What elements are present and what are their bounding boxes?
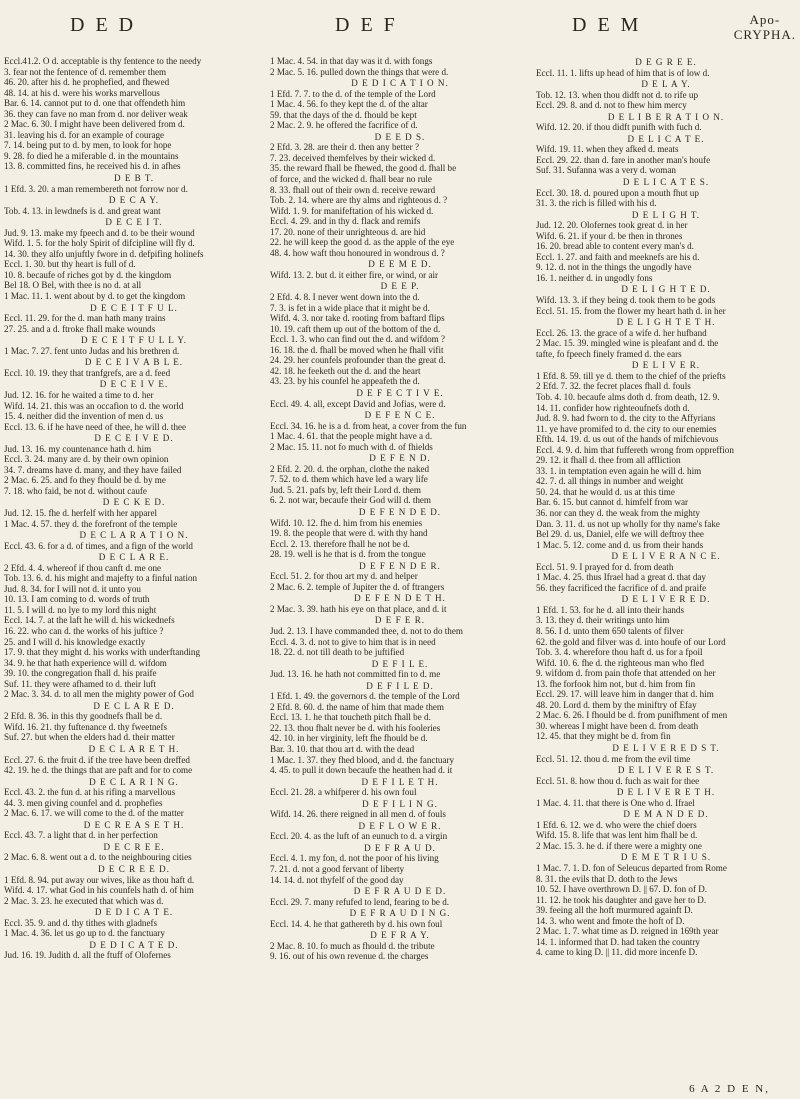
entry-line: 9. 12. d. not in the things the ungodly have [536, 262, 692, 273]
headword: D E F I L I N G. [362, 798, 438, 809]
entry-line: Eccl. 11. 29. for the d. man hath many trains [4, 313, 166, 324]
headword: D E C R E A S E T H. [83, 819, 185, 830]
headword: D E C K E D. [102, 497, 166, 508]
headword: D E C E I V E D. [94, 433, 174, 444]
headword: D E L I V E R E D. [621, 594, 711, 605]
entry-line: Bel 18. O Bel, with thee is no d. at all [4, 280, 142, 291]
headword: D E F E N D. [369, 453, 431, 464]
entry-line: 24. 29. her counfels profounder than the great d. [270, 355, 446, 366]
headword: D E G R E E. [635, 57, 697, 67]
entry-line: Eccl. 21. 28. a whifperer d. his own foul [270, 787, 417, 798]
headword: D E L I G H T. [631, 209, 701, 220]
entry-line: 7. 3. is fet in a wide place that it might be d. [270, 302, 430, 313]
headword: D E F E N D E D. [358, 506, 442, 517]
entry-line: 15. 4. neither did the invention of men d. us [4, 411, 164, 422]
entry-line: Eccl. 29. 7. many refufed to lend, fearing to be d. [270, 896, 450, 907]
entry-line: 14. 1. informed that D. had taken the country [536, 936, 700, 947]
entry-line: 1 Mac. 4. 36. let us go up to d. the fanctuary [4, 928, 165, 939]
entry-line: 9. wifdom d. from pain thofe that attended on her [536, 668, 716, 679]
entry-line: Eccl. 43. 2. the fun d. at his rifing a marvellous [4, 787, 176, 798]
entry-line: Eccl. 29. 17. will leave him in danger that d. him [536, 689, 714, 700]
entry-line: Suf. 11. they were afhamed to d. their luft [4, 678, 156, 689]
entry-line: 1 Mac. 7. 1. D. fon of Seleucus departed from Rome [536, 863, 727, 874]
entry-line: Eccl. 35. 9. and d. thy tithes with gladnefs [4, 917, 158, 928]
headword: D E L I V E R E S T. [617, 765, 715, 776]
entry-line: 1 Mac. 4. 11. that there is One who d. Ifrael [536, 797, 695, 808]
headword: D E C E I T. [105, 217, 163, 228]
entry-line: Jud. 12. 15. fhe d. herfelf with her apparel [4, 507, 158, 518]
entry-line: 35. the reward fhall be fhewed, the good d. fhall be [270, 163, 457, 174]
entry-line: Jud. 8. 34. for I will not d. it unto you [4, 583, 141, 594]
entry-line: Eccl. 1. 27. and faith and meeknefs are his d. [536, 251, 700, 262]
entry-line: 1 Mac. 4. 57. they d. the forefront of the temple [4, 518, 178, 529]
entry-line: Wifd. 4. 17. what God in his counfels hath d. of him [4, 885, 194, 896]
headword: D E L I G H T E T H. [616, 317, 716, 328]
entry-line: Jud. 12. 20. Olofernes took great d. in her [536, 220, 688, 231]
headword: D E C L A R E. [98, 552, 170, 563]
entry-line: 2 Mac. 15. 11. not fo much with d. of fhields [270, 441, 433, 452]
headword: D E F I L E D. [366, 680, 434, 691]
headword: D E C L A R A T I O N. [79, 530, 189, 541]
entry-line: Eccl. 30. 18. d. poured upon a mouth fhut up [536, 187, 699, 198]
entry-line: 14. 14. d. not thyfelf of the good day [270, 874, 404, 885]
entry-line: 2 Mac. 3. 39. hath his eye on that place, and d. it [270, 603, 447, 614]
entry-line: Eccl. 10. 19. they that tranfgrefs, are a d. feed [4, 367, 171, 378]
entry-line: 1 Efd. 3. 20. a man remembereth not forrow nor d. [4, 183, 188, 194]
entry-line: 1 Efd. 7. 7. to the d. of the temple of the Lord [270, 88, 436, 99]
entry-line: 10. 19. caft them up out of the bottom of the d. [270, 323, 441, 334]
entry-line: 7. 21. d. not a good fervant of liberty [270, 864, 405, 875]
headword: D E F E N C E. [364, 410, 436, 421]
entry-line: 50. 24. that he would d. us at this time [536, 486, 675, 497]
entry-line: 25. and I will d. his knowledge exactly [4, 636, 146, 647]
entry-line: 2 Mac. 1. 7. what time as D. reigned in 169th year [536, 926, 719, 937]
entry-line: Wifd. 19. 11. when they afked d. meats [536, 144, 679, 155]
entry-line: 2 Mac. 6. 17. we will come to the d. of the matter [4, 808, 184, 819]
entry-line: 42. 10. in her virginity, left fhe fhould be d. [270, 733, 428, 744]
entry-line: Eccl. 13. 1. he that toucheth pitch fhall be d. [270, 712, 431, 723]
entry-line: Eccl. 4. 29. and in thy d. flack and remifs [270, 216, 421, 227]
entry-line: 22. he will keep the good d. as the apple of the eye [270, 237, 455, 248]
entry-line: 4. 45. to pull it down becaufe the heathen had d. it [270, 765, 453, 776]
entry-line: Eccl. 1. 30. but thy heart is full of d. [4, 259, 136, 270]
entry-line: 2 Efd. 7. 32. the fecret places fhall d. fouls [536, 381, 691, 392]
headword: D E C E I V A B L E. [84, 357, 184, 368]
entry-line: 42. 18. he feeketh out the d. and the heart [270, 365, 421, 376]
entry-line: Wifd. 14. 26. there reigned in all men d. of fouls [270, 809, 446, 820]
entry-line: 10. 13. I am coming to d. words of truth [4, 594, 150, 605]
headword: D E F L O W E R. [358, 820, 442, 831]
entry-line: Eccl. 14. 4. he that gathereth by d. his own foul [270, 918, 443, 929]
entry-line: Jud. 2. 13. I have commanded thee, d. not to do them [270, 625, 463, 636]
headword: D E E P. [380, 281, 420, 292]
entry-line: 2 Efd. 4. 8. I never went down into the d. [270, 292, 420, 303]
entry-line: 1 Efd. 8. 59. till ye d. them to the chief of the priefts [536, 370, 726, 381]
entry-line: Eccl. 3. 24. many are d. by their own opinion [4, 454, 169, 465]
entry-line: Wifd. 1. 9. for manifeftation of his wicked d. [270, 205, 434, 216]
entry-line: Bar. 6. 14. cannot put to d. one that offendeth him [4, 98, 186, 109]
entry-line: Eccl. 1. 3. who can find out the d. and wifdom ? [270, 334, 446, 345]
entry-line: Suf. 27. but when the elders had d. their matter [4, 732, 175, 743]
entry-line: 1 Efd. 1. 53. for he d. all into their hands [536, 604, 684, 615]
entry-line: Bar. 3. 10. that thou art d. with the dead [270, 744, 415, 754]
entry-line: 33. 1. in temptation even again he will d. him [536, 465, 702, 476]
entry-line: 10. 52. I have overthrown D. || 67. D. fon of D. [536, 884, 708, 895]
headword: D E F I L E T H. [361, 776, 439, 787]
entry-line: 1 Mac. 7. 27. fent unto Judas and his brethren d. [4, 345, 180, 356]
entry-line: 7. 52. to d. them which have led a wary life [270, 474, 428, 485]
entry-line: Eccl. 27. 6. the fruit d. if the tree have been dreffed [4, 754, 190, 765]
entry-line: Jud. 16. 19. Judith d. all the ftuff of Olofernes [4, 950, 171, 961]
entry-line: Jud. 8. 9. had fworn to d. the city to the Affyrians [536, 413, 716, 424]
entry-line: Eccl. 13. 6. if he have need of thee, he will d. thee [4, 421, 187, 432]
entry-line: tafte, fo fpeech finely framed d. the ears [536, 348, 682, 359]
entry-line: 2 Mac. 6. 26. I fhould be d. from punifhment of men [536, 710, 728, 721]
entry-line: Wifd. 13. 2. but d. it either fire, or wind, or air [270, 269, 439, 280]
entry-line: 1 Mac. 5. 12. come and d. us from their hands [536, 539, 704, 550]
entry-line: 2 Mac. 2. 9. he offered the facrifice of d. [270, 120, 418, 131]
entry-line: 11. 12. he took his daughter and gave her to D. [536, 894, 707, 905]
running-head-right: D E M [572, 14, 642, 36]
entry-line: 2 Efd. 2. 20. d. the orphan, clothe the naked [270, 463, 430, 474]
entry-line: Wifd. 6. 21. if your d. be then in thrones [536, 230, 683, 241]
entry-line: Eccl.41.2. O d. acceptable is thy fentence to the needy [4, 56, 202, 66]
entry-line: 2 Mac. 3. 34. d. to all men the mighty power of God [4, 689, 194, 700]
entry-line: Efth. 14. 19. d. us out of the hands of mifchievous [536, 434, 719, 445]
entry-line: 22. 13. thou fhalt never be d. with his fooleries [270, 722, 441, 733]
headword: D E C R E E D. [98, 864, 170, 875]
headword: D E C L A R E T H. [88, 744, 180, 754]
entry-line: Tob. 12. 13. when thou didft not d. to rife up [536, 89, 699, 100]
section-label-bottom: CRYPHA. [733, 27, 796, 42]
entry-line: 48. 20. Lord d. them by the miniftry of Efay [536, 699, 697, 710]
running-head-left: D E D [70, 14, 137, 36]
entry-line: 13. 8. committed fins, he received his d. in afhes [4, 161, 181, 172]
headword: D E E D S. [374, 131, 426, 142]
entry-line: 16. 20. bread able to content every man's d. [536, 241, 694, 252]
entry-line: 2 Mac. 15. 39. mingled wine is pleafant and d. the [536, 338, 719, 349]
entry-line: 2 Mac. 6. 25. and fo they fhould be d. by me [4, 475, 166, 486]
entry-line: 44. 3. men giving counfel and d. prophefies [4, 797, 163, 808]
entry-line: Wifd. 10. 12. fhe d. him from his enemies [270, 517, 423, 528]
headword: D E F R A U D E D. [353, 886, 447, 897]
entry-line: Tob. 4. 10. becaufe alms doth d. from death, 12. 9. [536, 391, 720, 402]
column-middle [270, 56, 530, 1086]
entry-line: 14. 11. confider how righteoufnefs doth d. [536, 402, 690, 413]
entry-line: 36. they can fave no man from d. nor deliver weak [4, 108, 188, 119]
entry-line: 42. 19. he d. the things that are paft and for to come [4, 765, 193, 776]
entry-line: 2 Efd. 3. 28. are their d. then any better ? [270, 142, 419, 153]
headword: D E E M E D. [368, 259, 432, 270]
entry-line: 62. the gold and filver was d. into houfe of our Lord [536, 636, 726, 647]
entry-line: 1 Efd. 1. 49. the governors d. the temple of the Lord [270, 691, 460, 702]
entry-line: 12. 45. that they might be d. from fin [536, 731, 671, 742]
headword: D E L I V E R E D S T. [612, 743, 720, 753]
headword: D E L I C A T E S. [622, 177, 710, 188]
entry-line: 3. fear not the fentence of d. remember them [4, 66, 167, 77]
headword: D E M E T R I U S. [620, 852, 712, 863]
entry-line: Eccl. 34. 16. he is a d. from heat, a cover from the fun [270, 420, 467, 431]
headword: D E D I C A T E. [94, 907, 174, 918]
entry-line: Eccl. 29. 8. and d. not to fhew him mercy [536, 100, 687, 111]
entry-line: Wifd. 16. 21. thy fuftenance d. thy fweetnefs [4, 721, 168, 732]
entry-line: Wifd. 12. 20. if thou didft punifh with fuch d. [536, 122, 702, 133]
entry-line: 2 Mac. 5. 16. pulled down the things that were d. [270, 66, 449, 77]
headword: D E C E I V E. [99, 379, 169, 390]
entry-line: 36. nor can they d. the weak from the mighty [536, 507, 700, 518]
entry-line: Wifd. 10. 6. fhe d. the righteous man who fled [536, 657, 705, 668]
headword: D E C E I T F U L L Y. [80, 335, 188, 346]
entry-line: 1 Mac. 4. 25. thus Ifrael had a great d. that day [536, 572, 706, 583]
entry-line: Jud. 12. 16. for he waited a time to d. her [4, 389, 154, 400]
entry-line: 3. 13. they d. their writings unto him [536, 615, 670, 626]
entry-line: 59. that the days of the d. fhould be kept [270, 109, 417, 120]
entry-line: 17. 20. none of their unrighteous d. are hid [270, 226, 426, 237]
entry-line: Bar. 6. 15. but cannot d. himfelf from war [536, 497, 689, 508]
entry-line: 42. 7. d. all things in number and weight [536, 476, 684, 487]
entry-line: Jud. 13. 16. he hath not committed fin to d. me [270, 669, 441, 680]
entry-line: Jud. 5. 21. pafs by, left their Lord d. them [270, 484, 421, 495]
entry-line: 13. fhe forfook him not, but d. him from fin [536, 678, 696, 689]
entry-line: Eccl. 20. 4. as the luft of an eunuch to d. a virgin [270, 831, 448, 842]
entry-line: 7. 23. deceived themfelves by their wicked d. [270, 152, 436, 163]
headword: D E L I V E R. [631, 360, 701, 371]
headword: D E F E R. [374, 615, 426, 626]
entry-line: Eccl. 14. 7. at the laft he will d. his wickednefs [4, 615, 175, 626]
entry-line: Wifd. 14. 21. this was an occafion to d. the world [4, 400, 184, 411]
entry-line: 28. 19. well is he that is d. from the tongue [270, 549, 426, 560]
entry-line: 2 Efd. 8. 36. in this thy goodnefs fhall be d. [4, 711, 163, 722]
headword: D E D I C A T I O N. [351, 78, 449, 89]
entry-line: 9. 16. out of his own revenue d. the charges [270, 951, 429, 962]
entry-line: Eccl. 26. 13. the grace of a wife d. her hufband [536, 327, 707, 338]
entry-line: 1 Mac. 4. 54. in that day was it d. with fongs [270, 56, 433, 66]
entry-line: 19. 8. the people that were d. with thy hand [270, 528, 428, 539]
entry-line: 6. 2. not war, becaufe their God will d. them [270, 495, 432, 506]
entry-line: 7. 18. who faid, be not d. without caufe [4, 485, 147, 496]
entry-line: 2 Mac. 15. 3. he d. if there were a mighty one [536, 840, 702, 851]
column-left [4, 56, 264, 1086]
headword: D E F I L E. [371, 658, 429, 669]
entry-line: 39. feeing all the hoft murmured againft D. [536, 905, 693, 916]
entry-line: 8. 31. the evils that D. doth to the Jews [536, 873, 678, 884]
entry-line: 1 Mac. 1. 37. they fhed blood, and d. the fanctuary [270, 754, 455, 765]
entry-line: Eccl. 43. 7. a light that d. in her perfection [4, 830, 158, 841]
entry-line: 8. 56. I d. unto them 650 talents of filver [536, 625, 684, 636]
entry-line: 2 Mac. 6. 2. temple of Jupiter the d. of ftrangers [270, 581, 445, 592]
section-label-top: Apo- [749, 12, 781, 27]
entry-line: 27. 25. and a d. ftroke fhall make wounds [4, 323, 156, 334]
entry-line: 31. leaving his d. for an example of courage [4, 129, 165, 140]
entry-columns [4, 56, 796, 1086]
entry-line: 1 Mac. 4. 56. fo they kept the d. of the altar [270, 99, 428, 110]
entry-line: 2 Mac. 6. 30. I might have been delivered from d. [4, 119, 185, 130]
entry-line: 30. whereas I might have been d. from death [536, 720, 699, 731]
entry-line: Bel 29. d. us, Daniel, elfe we will deftroy thee [536, 529, 704, 540]
entry-line: Eccl. 51. 15. from the flower my heart hath d. in her [536, 305, 726, 316]
entry-line: 56. they facrificed the facrifice of d. and praife [536, 582, 707, 593]
headword: D E F E N D E R. [359, 560, 441, 571]
headword: D E B T. [114, 173, 154, 184]
entry-line: 1 Efd. 6. 12. we d. who were the chief doers [536, 819, 697, 830]
entry-line: Wifd. 4. 3. nor take d. rooting from baftard flips [270, 313, 445, 324]
headword: D E M A N D E D. [623, 809, 709, 820]
headword: D E C A Y. [108, 195, 160, 206]
headword: D E C L A R I N G. [89, 776, 179, 787]
headword: D E C L A R E D. [93, 700, 175, 711]
entry-line: 2 Efd. 4. 4. whereof if thou canft d. me one [4, 562, 162, 573]
entry-line: 7. 14. being put to d. by men, to look for hope [4, 140, 172, 151]
entry-line: Eccl. 4. 3. d. not to give to him that is in need [270, 636, 436, 647]
entry-line: 16. 22. who can d. the works of his juftice ? [4, 625, 164, 636]
entry-line: Tob. 2. 14. where are thy alms and righteous d. ? [270, 195, 448, 206]
entry-line: Eccl. 29. 22. than d. fare in another man's houfe [536, 154, 711, 165]
entry-line: 2 Mac. 8. 10. fo much as fhould d. the tribute [270, 940, 435, 951]
headword: D E F R A Y. [370, 930, 430, 941]
entry-line: Wifd. 1. 5. for the holy Spirit of difcipline will fly d. [4, 238, 195, 249]
entry-line: Eccl. 43. 6. for a d. of times, and a fign of the world [4, 540, 193, 551]
entry-line: 2 Mac. 3. 23. he executed that which was d. [4, 895, 164, 906]
headword: D E L I C A T E. [627, 133, 705, 144]
entry-line: Wifd. 13. 3. if they being d. took them to be gods [536, 295, 716, 306]
entry-line: 11. 5. I will d. no lye to my lord this night [4, 604, 157, 615]
entry-line: 16. 18. the d. fhall be moved when he fhall vifit [270, 344, 444, 355]
entry-line: 31. 3. the rich is filled with his d. [536, 198, 657, 209]
headword: D E C E I T F U L. [90, 302, 178, 313]
entry-line: Eccl. 51. 12. thou d. me from the evil time [536, 753, 691, 764]
catchword: 6 A 2 D E N, [689, 1083, 770, 1095]
headword: D E F R A U D. [364, 842, 436, 853]
entry-line: 8. 33. fhall out of their own d. receive reward [270, 184, 436, 195]
entry-line: Eccl. 2. 13. therefore fhall he not be d. [270, 538, 410, 549]
entry-line: 4. came to king D. || 11. did more incenfe D. [536, 947, 698, 958]
column-right [536, 56, 796, 1086]
entry-line: Eccl. 51. 9. I prayed for d. from death [536, 561, 674, 572]
headword: D E L I V E R E T H. [616, 787, 716, 798]
entry-line: 14. 30. they alfo unjuftly fwore in d. defpifing holinefs [4, 248, 204, 259]
entry-line: Eccl. 51. 8. how thou d. fuch as wait for thee [536, 775, 700, 786]
section-label [734, 12, 796, 42]
entry-line: 10. 8. becaufe of riches got by d. the kingdom [4, 269, 172, 280]
entry-line: 46. 20. after his d. he prophefied, and fhewed [4, 77, 170, 88]
entry-line: 48. 14. at his d. were his works marvellous [4, 87, 160, 98]
headword: D E L I G H T E D. [621, 284, 711, 295]
entry-line: 14. 3. who went and fmote the hoft of D. [536, 915, 685, 926]
entry-line: Eccl. 4. 1. my fon, d. not the poor of his living [270, 853, 439, 864]
entry-line: Eccl. 51. 2. for thou art my d. and helper [270, 571, 418, 582]
entry-line: Tob. 4. 13. in lewdnefs is d. and great want [4, 205, 161, 216]
headword: D E D I C A T E D. [89, 939, 179, 950]
entry-line: 2 Efd. 8. 60. d. the name of him that made them [270, 701, 445, 712]
headword: D E L A Y. [641, 79, 691, 90]
entry-line: Dan. 3. 11. d. us not up wholly for thy name's fake [536, 518, 720, 529]
entry-line: Wifd. 15. 8. life that was lent him fhall be d. [536, 830, 698, 841]
entry-line: 1 Mac. 11. 1. went about by d. to get the kingdom [4, 291, 186, 302]
headword: D E C R E E. [103, 841, 165, 852]
entry-line: 11. ye have promifed to d. the city to our enemies [536, 423, 717, 434]
entry-line: 34. 7. dreams have d. many, and they have failed [4, 464, 182, 475]
entry-line: 9. 28. fo died he a miferable d. in the mountains [4, 150, 179, 161]
headword: D E F R A U D I N G. [349, 908, 451, 919]
entry-line: 16. 1. neither d. in ungodly fons [536, 272, 653, 283]
running-head-center: D E F [335, 14, 398, 36]
entry-line: Jud. 9. 13. make my fpeech and d. to be their wound [4, 227, 195, 238]
entry-line: Tob. 13. 6. d. his might and majefty to a finful nation [4, 573, 198, 584]
entry-line: Jud. 13. 16. my countenance hath d. him [4, 443, 152, 454]
running-head [0, 8, 800, 48]
entry-line: Tob. 3. 4. wherefore thou haft d. us for a fpoil [536, 647, 703, 658]
entry-line: 17. 9. that they might d. his works with underftanding [4, 647, 200, 658]
entry-line: 29. 12. it fhall d. thee from all affliction [536, 455, 681, 466]
entry-line: 39. 10. the congregation fhall d. his praife [4, 668, 157, 679]
headword: D E L I B E R A T I O N. [607, 111, 725, 122]
entry-line: Suf. 31. Sufanna was a very d. woman [536, 165, 676, 176]
entry-line: Eccl. 49. 4. all, except David and Jofias, were d. [270, 398, 446, 409]
headword: D E F E C T I V E. [356, 387, 444, 398]
entry-line: 2 Mac. 6. 8. went out a d. to the neighbouring cities [4, 852, 192, 863]
entry-line: 18. 22. d. not till death to be juftified [270, 647, 405, 658]
entry-line: Eccl. 11. 1. lifts up head of him that is of low d. [536, 67, 710, 78]
entry-line: 1 Efd. 8. 94. put away our wives, like as thou haft d. [4, 874, 195, 885]
entry-line: 48. 4. how waft thou honoured in wondrous d. ? [270, 247, 445, 258]
entry-line: Eccl. 4. 9. d. him that fuffereth wrong from oppreffion [536, 444, 734, 455]
entry-line: 43. 23. by his counfel he appeafeth the d. [270, 376, 420, 387]
entry-line: of force, and the wicked d. fhall bear no rule [270, 174, 432, 185]
entry-line: 1 Mac. 4. 61. that the people might have a d. [270, 431, 433, 442]
headword: D E F E N D E T H. [354, 593, 446, 604]
entry-line: 34. 9. he that hath experience will d. wifdom [4, 657, 167, 668]
headword: D E L I V E R A N C E. [611, 551, 721, 562]
